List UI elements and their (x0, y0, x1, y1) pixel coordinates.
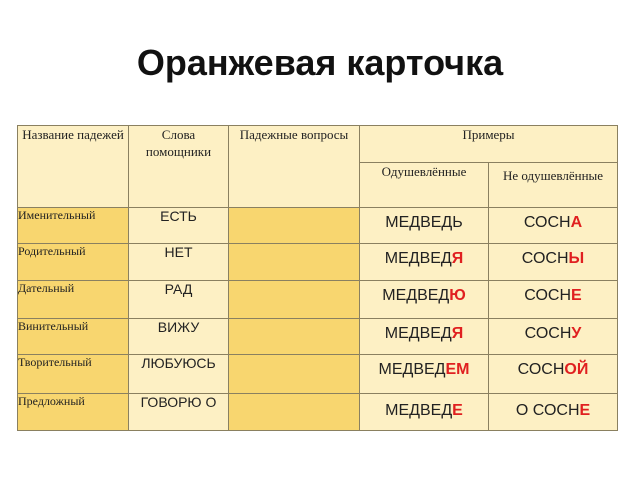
helper-word-cell: ГОВОРЮ О (129, 394, 229, 431)
word-ending: А (570, 214, 583, 231)
word-ending: Ы (568, 250, 585, 267)
word-stem: СОСН (524, 325, 572, 342)
header-inanimate: Не одушевлённые (489, 163, 618, 208)
case-name-cell: Родительный (18, 244, 129, 281)
table-row (18, 394, 618, 431)
animate-example-cell (360, 244, 489, 281)
word-ending: У (571, 325, 582, 342)
table-row (18, 319, 618, 355)
inanimate-example-cell (489, 208, 618, 244)
animate-example-cell (360, 319, 489, 355)
header-helper: Слова помощники (129, 126, 229, 208)
word-ending: Е (452, 402, 463, 419)
word-stem: СОСН (523, 214, 571, 231)
header-examples: Примеры (360, 126, 618, 163)
cases-table (17, 125, 618, 431)
word-stem: СОСН (524, 287, 572, 304)
word-stem: МЕДВЕД (384, 250, 452, 267)
helper-word-cell: РАД (129, 281, 229, 319)
animate-example-cell (360, 355, 489, 394)
table-row (18, 281, 618, 319)
word-stem: МЕДВЕД (382, 287, 450, 304)
case-name-cell: Творительный (18, 355, 129, 394)
case-question-cell (229, 319, 360, 355)
word-ending: Я (451, 325, 464, 342)
word-stem: МЕДВЕД (378, 361, 446, 378)
inanimate-example-cell (489, 319, 618, 355)
helper-word-cell: ЕСТЬ (129, 208, 229, 244)
header-animate: Одушевлённые (360, 163, 489, 208)
animate-example-cell (360, 208, 489, 244)
page-title: Оранжевая карточка (136, 42, 504, 83)
table-row (18, 355, 618, 394)
case-name-cell: Винительный (18, 319, 129, 355)
table-row (18, 244, 618, 281)
word-ending: Я (451, 250, 464, 267)
inanimate-example-cell (489, 244, 618, 281)
inanimate-example-cell (489, 394, 618, 431)
word-stem: МЕДВЕД (384, 325, 452, 342)
header-case: Название падежей (18, 126, 129, 208)
word-stem: СОСН (521, 250, 569, 267)
case-question-cell (229, 208, 360, 244)
animate-example-cell (360, 281, 489, 319)
word-ending: Е (571, 287, 582, 304)
case-name-cell: Предложный (18, 394, 129, 431)
case-question-cell (229, 244, 360, 281)
table-row (18, 208, 618, 244)
word-stem: МЕДВЕДЬ (385, 214, 463, 231)
helper-word-cell: ЛЮБУЮСЬ (129, 355, 229, 394)
word-stem: О СОСН (515, 402, 580, 419)
word-ending: Ю (449, 287, 466, 304)
inanimate-example-cell (489, 281, 618, 319)
word-stem: СОСН (517, 361, 565, 378)
helper-word-cell: НЕТ (129, 244, 229, 281)
header-questions: Падежные вопросы (229, 126, 360, 208)
case-name-cell: Именительный (18, 208, 129, 244)
helper-word-cell: ВИЖУ (129, 319, 229, 355)
case-question-cell (229, 355, 360, 394)
case-question-cell (229, 394, 360, 431)
word-ending: ОЙ (564, 361, 589, 378)
word-ending: ЕМ (445, 361, 470, 378)
inanimate-example-cell (489, 355, 618, 394)
word-stem: МЕДВЕД (385, 402, 453, 419)
case-question-cell (229, 281, 360, 319)
case-name-cell: Дательный (18, 281, 129, 319)
word-ending: Е (579, 402, 591, 419)
animate-example-cell (360, 394, 489, 431)
